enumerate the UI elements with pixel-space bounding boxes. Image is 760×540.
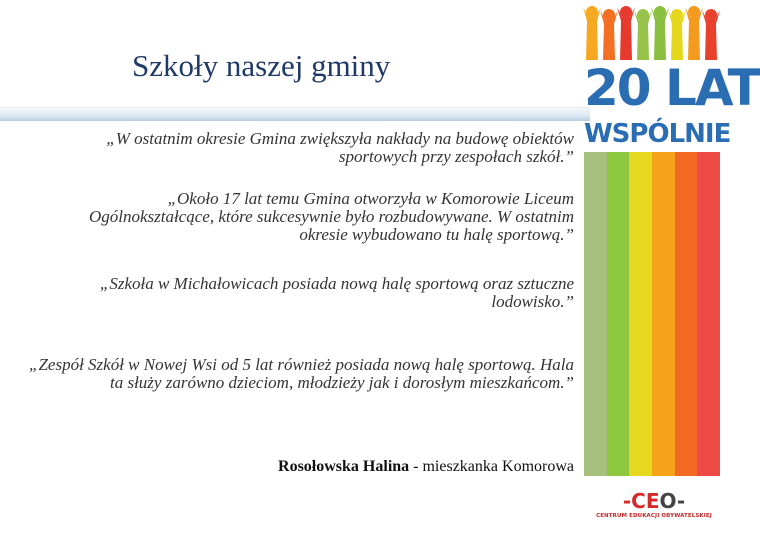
signature-name: Rosołowska Halina xyxy=(278,458,410,475)
signature xyxy=(278,458,574,476)
color-stripe xyxy=(607,152,630,476)
quote-2: „Około 17 lat temu Gmina otworzyła w Komorowie Liceum Ogólnokształcące, które sukcesywnie było rozbudowywane. W ostatnim okresie wybudowano tu halę sportową.” xyxy=(88,189,574,244)
title-divider xyxy=(0,107,590,121)
person-head xyxy=(705,9,717,21)
color-stripe xyxy=(675,152,698,476)
anniversary-logo xyxy=(584,0,760,476)
people-silhouettes-icon xyxy=(584,0,720,60)
color-stripe xyxy=(697,152,720,476)
quote-4: „Zespół Szkół w Nowej Wsi od 5 lat również posiada nową halę sportową. Hala ta służy zarówno dzieciom, młodzieży jak i dorosłym mieszkańcom.” xyxy=(29,355,574,392)
ceo-logo-caption: CENTRUM EDUKACJI OBYWATELSKIEJ xyxy=(596,513,712,519)
color-stripe xyxy=(629,152,652,476)
logo-20-lat: 20 LAT xyxy=(584,59,760,117)
person-head xyxy=(671,9,683,21)
slide-title: Szkoły naszej gminy xyxy=(132,48,391,83)
color-stripe xyxy=(584,152,607,476)
quote-3: „Szkoła w Michałowicach posiada nową halę sportową oraz sztuczne lodowisko.” xyxy=(99,274,574,311)
signature-role: - mieszkanka Komorowa xyxy=(409,458,574,475)
person-head xyxy=(654,6,666,18)
color-stripe xyxy=(652,152,675,476)
person-head xyxy=(688,6,700,18)
person-head xyxy=(637,9,649,21)
color-stripes xyxy=(584,152,720,476)
person-head xyxy=(620,6,632,18)
ceo-logo xyxy=(596,490,712,530)
person-head xyxy=(603,9,615,21)
logo-wspolnie: WSPÓLNIE xyxy=(584,119,731,149)
person-head xyxy=(586,6,598,18)
quote-1: „W ostatnim okresie Gmina zwiększyła nakłady na budowę obiektów sportowych przy zespołach szkół.” xyxy=(106,129,574,166)
ceo-logo-mark: -CEO- xyxy=(622,489,686,513)
